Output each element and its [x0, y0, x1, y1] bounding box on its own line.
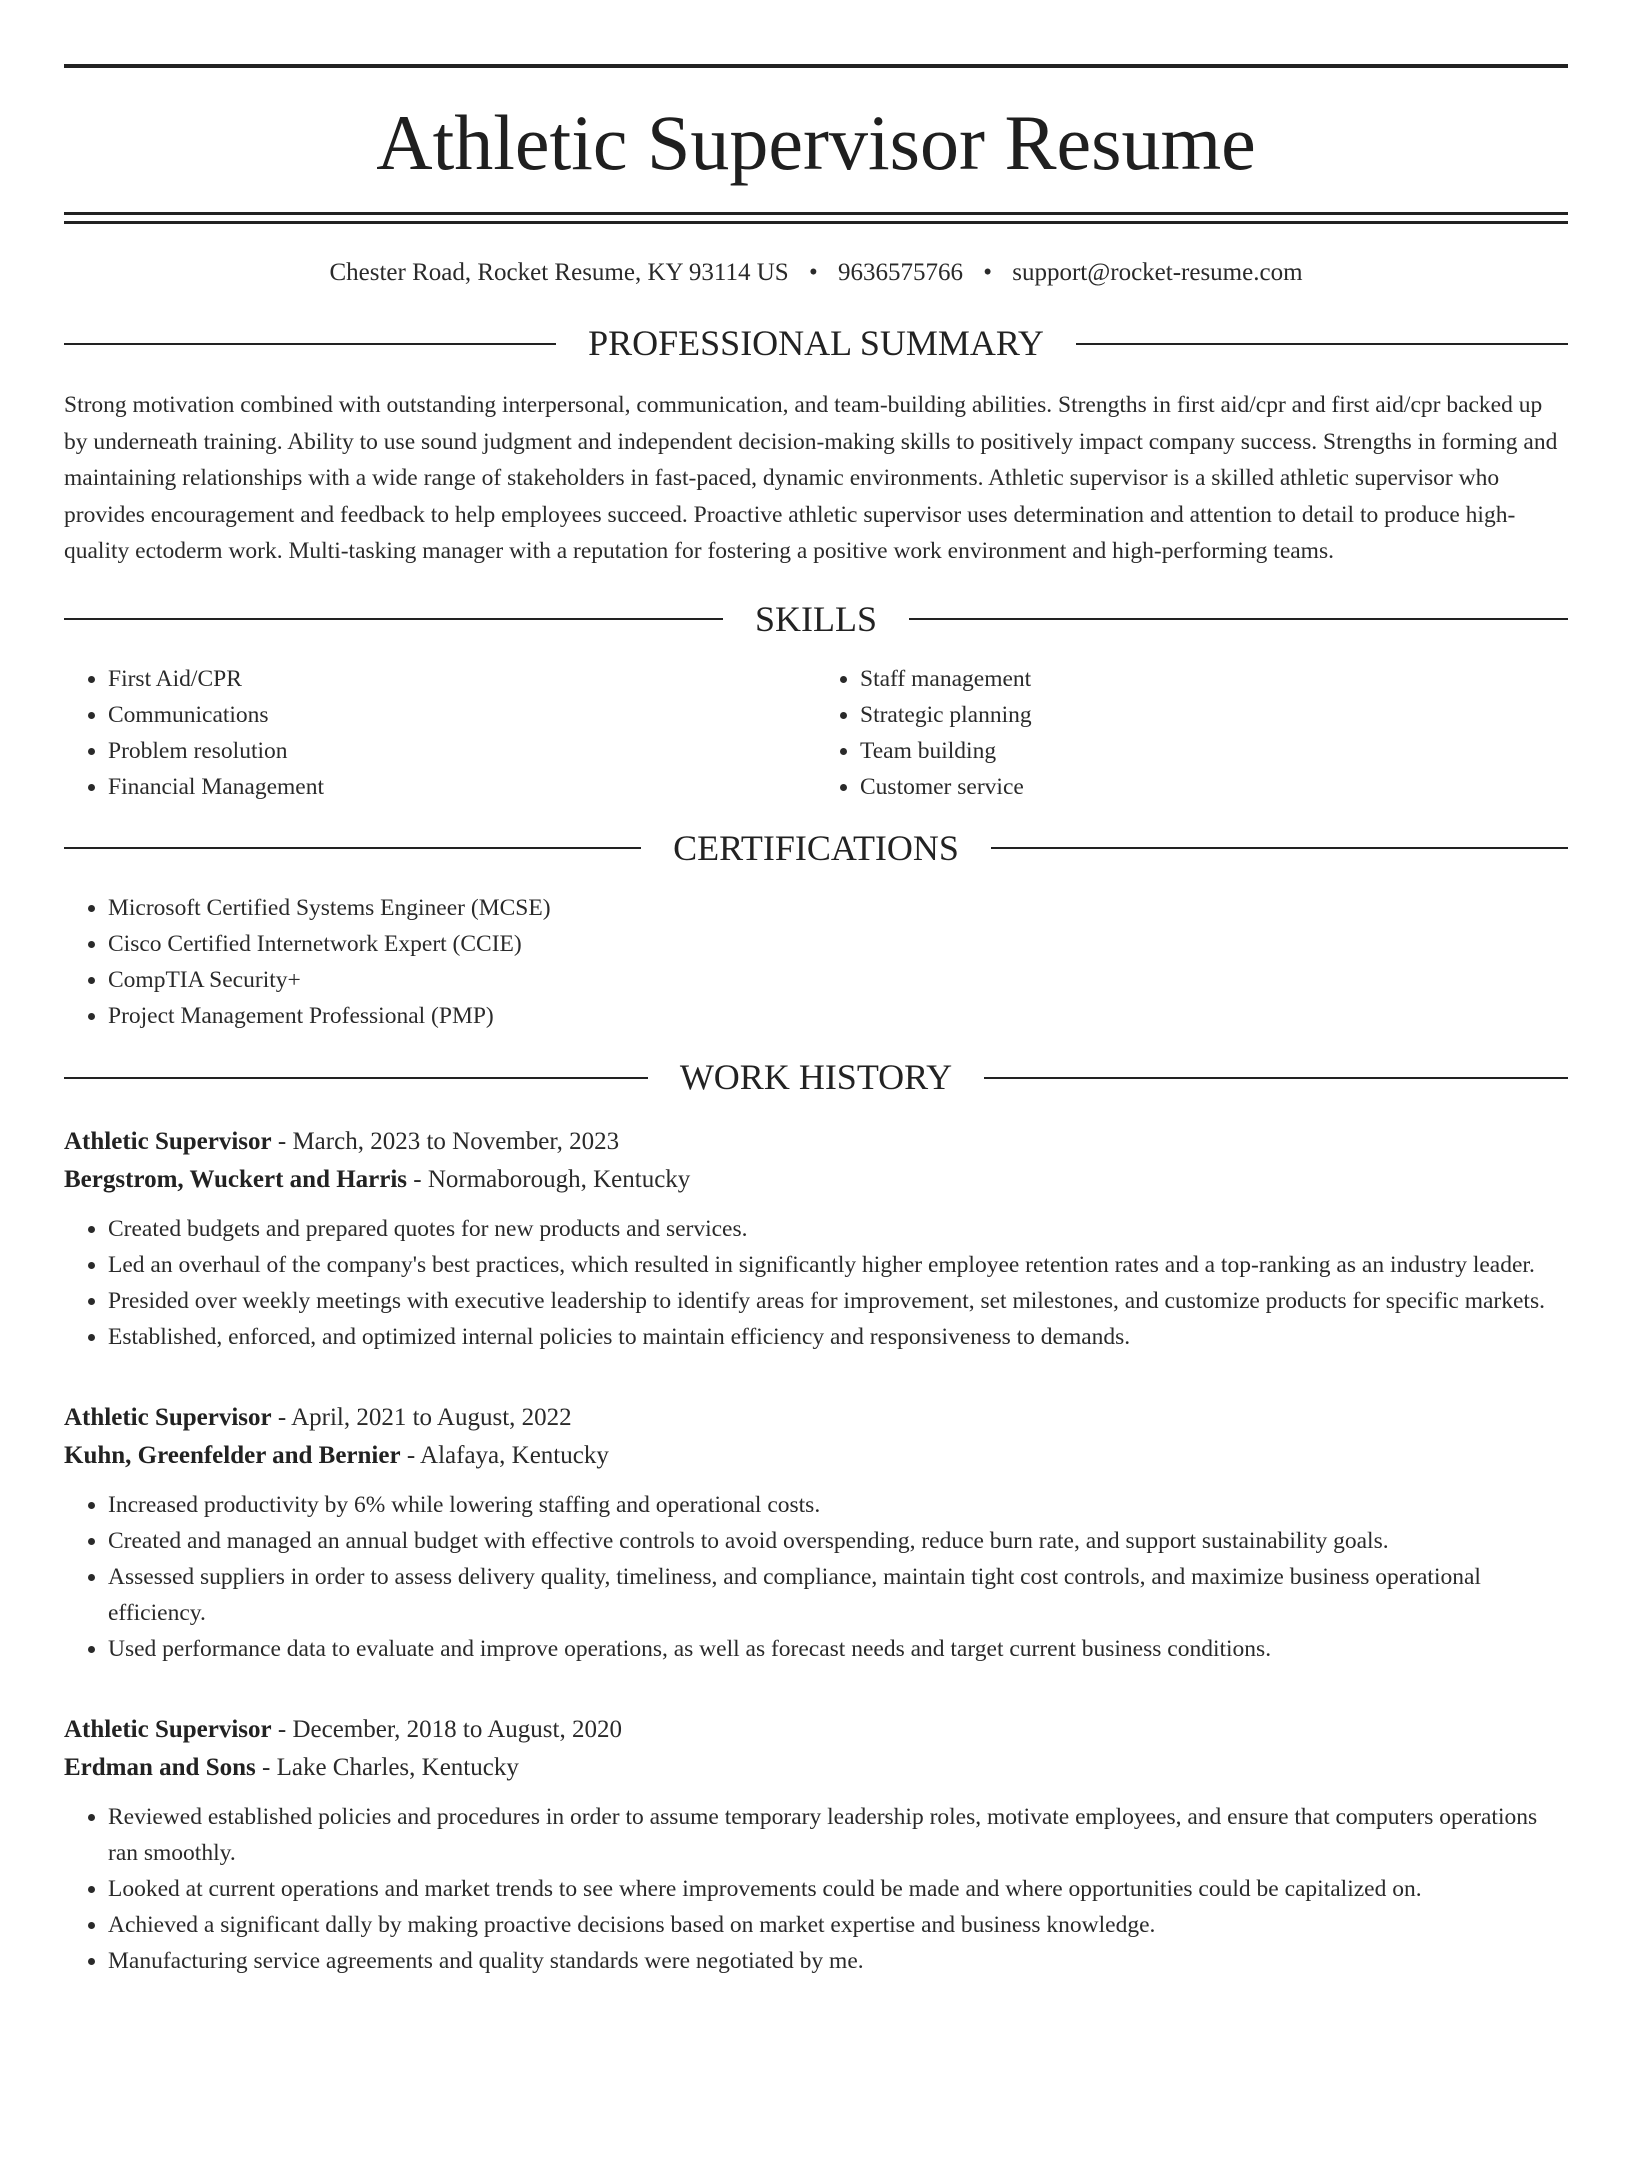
job-bullet: • Achieved a significant dally by making proactive decisions based on market expertise and business knowledge. [108, 1907, 1568, 1943]
job-bullet: • Assessed suppliers in order to assess delivery quality, timeliness, and compliance, maintain tight cost controls, and maximize business operational efficiency. [108, 1559, 1568, 1631]
job-bullet: • Presided over weekly meetings with executive leadership to identify areas for improvement, set milestones, and customize products for specific markets. [108, 1283, 1568, 1319]
job-location: - Lake Charles, Kentucky [255, 1754, 519, 1782]
section-heading-skills [64, 598, 1568, 641]
certification-item: • Project Management Professional (PMP) [108, 998, 1568, 1034]
section-title: CERTIFICATIONS [673, 827, 959, 868]
contact-line [64, 258, 1568, 288]
section-heading-certifications [64, 827, 1568, 870]
job-bullet: • Led an overhaul of the company's best practices, which resulted in significantly higher employee retention rates and a top-ranking as an industry leader. [108, 1247, 1568, 1283]
job-company: Kuhn, Greenfelder and Bernier [64, 1442, 401, 1470]
job-bullet: • Increased productivity by 6% while lowering staffing and operational costs. [108, 1487, 1568, 1523]
job-location: - Normaborough, Kentucky [407, 1166, 691, 1194]
certification-item: • CompTIA Security+ [108, 962, 1568, 998]
section-title: PROFESSIONAL SUMMARY [588, 323, 1044, 363]
job-company-line [64, 1749, 1568, 1787]
resume-title: Athletic Supervisor Resume [376, 99, 1256, 186]
job-bullet: • Created budgets and prepared quotes for new products and services. [108, 1211, 1568, 1247]
job-title: Athletic Supervisor [64, 1128, 272, 1156]
contact-separator: • [983, 259, 992, 286]
section-title: WORK HISTORY [679, 1057, 953, 1098]
skill-item: • Financial Management [108, 769, 816, 805]
job-bullet: • Used performance data to evaluate and improve operations, as well as forecast needs and target current business conditions. [108, 1631, 1568, 1667]
title-double-rule [64, 212, 1568, 224]
job-company-line [64, 1437, 1568, 1475]
job-company: Erdman and Sons [64, 1754, 256, 1782]
job-location: - Alafaya, Kentucky [400, 1442, 609, 1470]
skill-item: • Problem resolution [108, 733, 816, 769]
summary-text: Strong motivation combined with outstanding interpersonal, communication, and team-building abilities. Strengths in first aid/cpr and first aid/cpr backed up by underneath training. Ability to use sound judgment and independent decision-making skills to positively impact company success. Strengths in forming and maintaining relationships with a wide range of stakeholders in fast-paced, dynamic environments. Athletic supervisor is a skilled athletic supervisor who provides encouragement and feedback to help employees succeed. Proactive athletic supervisor uses determination and attention to detail to produce high-quality ectoderm work. Multi-tasking manager with a reputation for fostering a positive work environment and high-performing teams. [64, 392, 1558, 565]
contact-email: support@rocket-resume.com [1012, 259, 1303, 286]
top-rule [64, 64, 1568, 68]
job-title: Athletic Supervisor [64, 1404, 272, 1432]
job-entry [64, 1123, 1568, 1355]
contact-phone: 9636575766 [837, 259, 963, 286]
job-title-line [64, 1711, 1568, 1749]
heading-rule [991, 847, 1568, 849]
contact-address: Chester Road, Rocket Resume, KY 93114 US [329, 259, 789, 286]
job-dates: - December, 2018 to August, 2020 [271, 1716, 622, 1744]
job-bullet: • Looked at current operations and market trends to see where improvements could be made and where opportunities could be capitalized on. [108, 1871, 1568, 1907]
skill-item: • Communications [108, 697, 816, 733]
job-bullet: • Manufacturing service agreements and quality standards were negotiated by me. [108, 1943, 1568, 1979]
certification-item: • Microsoft Certified Systems Engineer (MCSE) [108, 890, 1568, 926]
section-heading-work-history [64, 1056, 1568, 1099]
heading-rule [1076, 343, 1568, 345]
job-bullet: • Created and managed an annual budget with effective controls to avoid overspending, reduce burn rate, and support sustainability goals. [108, 1523, 1568, 1559]
section-title: SKILLS [755, 598, 878, 639]
skills-column-right [816, 661, 1568, 805]
job-bullet: • Established, enforced, and optimized internal policies to maintain efficiency and responsiveness to demands. [108, 1319, 1568, 1355]
heading-rule [64, 618, 723, 620]
skill-item: • Team building [860, 733, 1568, 769]
section-heading-summary [64, 322, 1568, 365]
job-dates: - March, 2023 to November, 2023 [271, 1128, 620, 1156]
job-dates: - April, 2021 to August, 2022 [271, 1404, 572, 1432]
skills-column-left [64, 661, 816, 805]
skill-item: • First Aid/CPR [108, 661, 816, 697]
heading-rule [909, 618, 1568, 620]
heading-rule [64, 847, 641, 849]
job-company: Bergstrom, Wuckert and Harris [64, 1166, 408, 1194]
skill-item: • Strategic planning [860, 697, 1568, 733]
job-entry [64, 1399, 1568, 1667]
skill-item: • Staff management [860, 661, 1568, 697]
heading-rule [64, 1077, 648, 1079]
job-title: Athletic Supervisor [64, 1716, 272, 1744]
heading-rule [984, 1077, 1568, 1079]
heading-rule [64, 343, 556, 345]
job-title-line [64, 1399, 1568, 1437]
job-company-line [64, 1161, 1568, 1199]
contact-separator: • [808, 259, 818, 286]
resume-page [0, 64, 1632, 2176]
certification-item: • Cisco Certified Internetwork Expert (CCIE) [108, 926, 1568, 962]
certifications-list [64, 890, 1568, 1034]
skill-item: • Customer service [860, 769, 1568, 805]
job-entry [64, 1711, 1568, 1979]
job-title-line [64, 1123, 1568, 1161]
skills-list [64, 661, 1568, 805]
job-bullet: • Reviewed established policies and procedures in order to assume temporary leadership roles, motivate employees, and ensure that computers operations ran smoothly. [108, 1799, 1568, 1871]
